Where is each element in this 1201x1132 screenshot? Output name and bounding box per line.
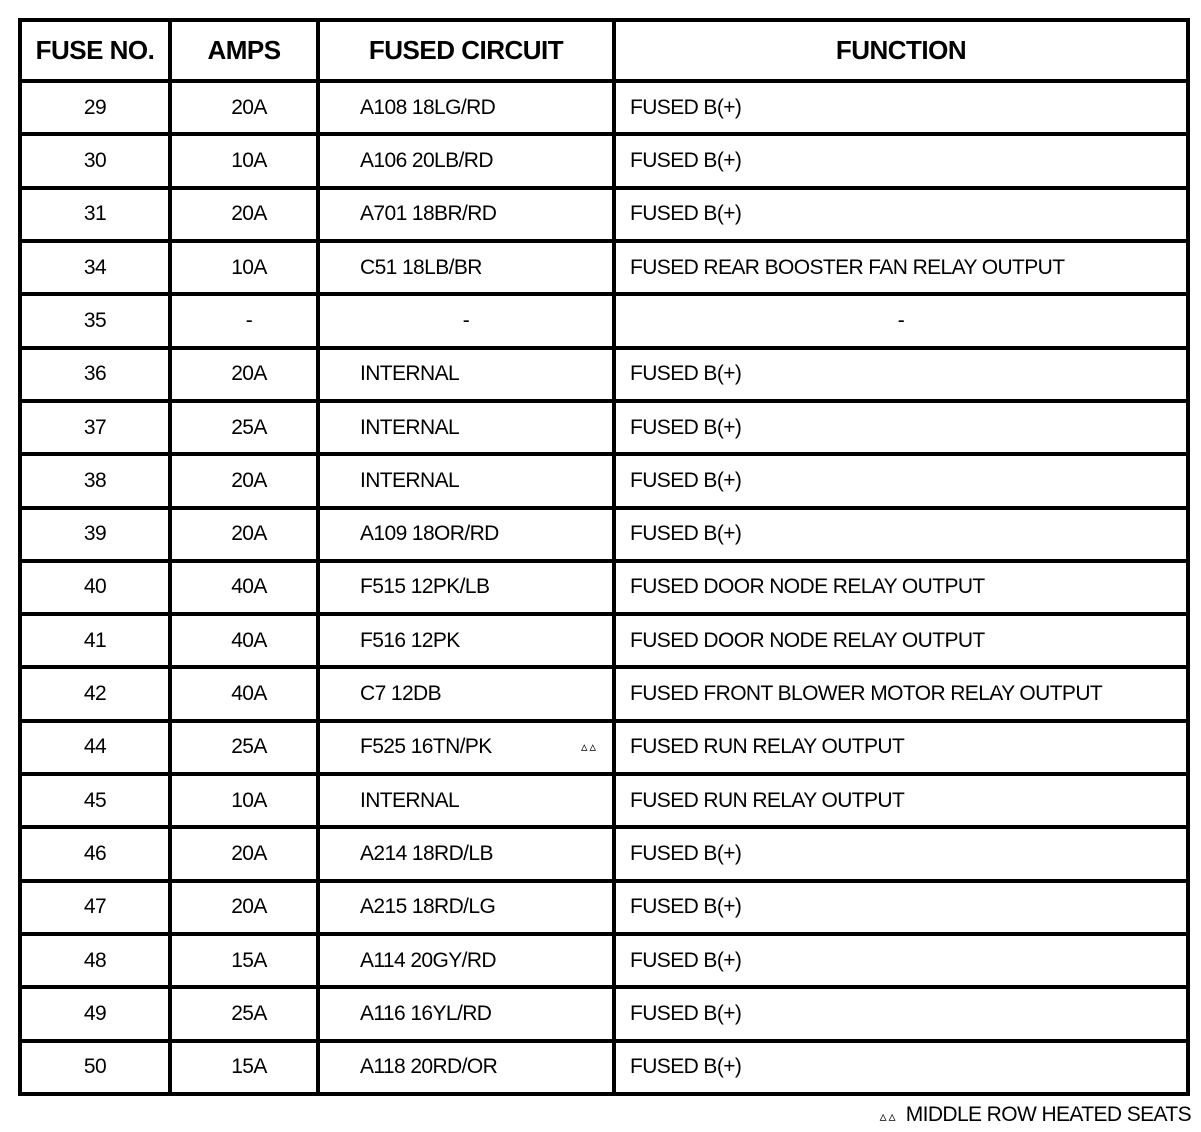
amps-cell: 10A [170, 774, 318, 827]
table-row [20, 241, 1188, 294]
fuse-number-cell: 37 [20, 401, 170, 454]
table-row [20, 827, 1188, 880]
fused-circuit-cell: A118 20RD/OR [318, 1041, 614, 1094]
fused-circuit-cell: F515 12PK/LB [318, 561, 614, 614]
amps-cell: 20A [170, 188, 318, 241]
table-row [20, 987, 1188, 1040]
amps-cell: 40A [170, 561, 318, 614]
triangle-marker-icon: ▵▵ [580, 739, 598, 755]
fused-circuit-cell: A106 20LB/RD [318, 134, 614, 187]
table-row [20, 614, 1188, 667]
function-cell: FUSED B(+) [614, 934, 1188, 987]
amps-cell: 20A [170, 81, 318, 134]
table-row [20, 401, 1188, 454]
function-cell: FUSED DOOR NODE RELAY OUTPUT [614, 561, 1188, 614]
fused-circuit-cell: A214 18RD/LB [318, 827, 614, 880]
amps-cell: 25A [170, 987, 318, 1040]
header-fused-circuit: FUSED CIRCUIT [318, 20, 614, 81]
fused-circuit-cell: A109 18OR/RD [318, 508, 614, 561]
fused-circuit-cell: F516 12PK [318, 614, 614, 667]
fuse-number-cell: 50 [20, 1041, 170, 1094]
function-cell: FUSED B(+) [614, 401, 1188, 454]
fused-circuit-cell: A215 18RD/LG [318, 881, 614, 934]
fused-circuit-cell: INTERNAL [318, 454, 614, 507]
fused-circuit-cell: INTERNAL [318, 774, 614, 827]
function-cell: FUSED RUN RELAY OUTPUT [614, 721, 1188, 774]
header-amps: AMPS [170, 20, 318, 81]
triangle-marker-icon: ▵▵ [879, 1108, 898, 1124]
amps-cell: 15A [170, 1041, 318, 1094]
function-cell: FUSED FRONT BLOWER MOTOR RELAY OUTPUT [614, 667, 1188, 720]
fuse-table [18, 18, 1190, 1096]
table-row [20, 348, 1188, 401]
amps-cell: - [170, 294, 318, 347]
function-cell: FUSED RUN RELAY OUTPUT [614, 774, 1188, 827]
header-function: FUNCTION [614, 20, 1188, 81]
function-cell: FUSED B(+) [614, 454, 1188, 507]
function-cell: FUSED B(+) [614, 827, 1188, 880]
table-row [20, 934, 1188, 987]
function-cell: - [614, 294, 1188, 347]
table-row [20, 1041, 1188, 1094]
fused-circuit-cell [318, 721, 614, 774]
fused-circuit-cell: A701 18BR/RD [318, 188, 614, 241]
fuse-number-cell: 45 [20, 774, 170, 827]
fuse-number-cell: 46 [20, 827, 170, 880]
fuse-number-cell: 39 [20, 508, 170, 561]
fuse-number-cell: 47 [20, 881, 170, 934]
fused-circuit-cell: INTERNAL [318, 348, 614, 401]
table-row [20, 774, 1188, 827]
table-row [20, 294, 1188, 347]
function-cell: FUSED B(+) [614, 81, 1188, 134]
fuse-number-cell: 31 [20, 188, 170, 241]
amps-cell: 10A [170, 241, 318, 294]
fused-circuit-cell: INTERNAL [318, 401, 614, 454]
table-row [20, 721, 1188, 774]
fuse-number-cell: 35 [20, 294, 170, 347]
footnote-text: MIDDLE ROW HEATED SEATS [905, 1103, 1191, 1126]
function-cell: FUSED B(+) [614, 348, 1188, 401]
fuse-number-cell: 36 [20, 348, 170, 401]
fuse-number-cell: 40 [20, 561, 170, 614]
header-row [20, 20, 1188, 81]
function-cell: FUSED REAR BOOSTER FAN RELAY OUTPUT [614, 241, 1188, 294]
fuse-number-cell: 41 [20, 614, 170, 667]
amps-cell: 40A [170, 667, 318, 720]
fused-circuit-cell: A114 20GY/RD [318, 934, 614, 987]
table-row [20, 81, 1188, 134]
amps-cell: 20A [170, 881, 318, 934]
amps-cell: 20A [170, 348, 318, 401]
amps-cell: 20A [170, 827, 318, 880]
table-row [20, 508, 1188, 561]
header-fuse-no: FUSE NO. [20, 20, 170, 81]
amps-cell: 20A [170, 454, 318, 507]
function-cell: FUSED B(+) [614, 1041, 1188, 1094]
table-row [20, 188, 1188, 241]
fuse-number-cell: 38 [20, 454, 170, 507]
fuse-number-cell: 48 [20, 934, 170, 987]
table-row [20, 667, 1188, 720]
table-row [20, 881, 1188, 934]
amps-cell: 25A [170, 721, 318, 774]
function-cell: FUSED B(+) [614, 987, 1188, 1040]
fuse-number-cell: 34 [20, 241, 170, 294]
function-cell: FUSED B(+) [614, 134, 1188, 187]
amps-cell: 10A [170, 134, 318, 187]
table-row [20, 134, 1188, 187]
fused-circuit-cell: - [318, 294, 614, 347]
table-body [20, 81, 1188, 1094]
fused-circuit-text: F525 16TN/PK [360, 735, 492, 759]
function-cell: FUSED B(+) [614, 881, 1188, 934]
fused-circuit-cell: A108 18LG/RD [318, 81, 614, 134]
table-row [20, 454, 1188, 507]
fused-circuit-cell: C51 18LB/BR [318, 241, 614, 294]
fuse-number-cell: 42 [20, 667, 170, 720]
table-row [20, 561, 1188, 614]
amps-cell: 15A [170, 934, 318, 987]
footnote [880, 1103, 1191, 1127]
table-header [20, 20, 1188, 81]
fuse-number-cell: 29 [20, 81, 170, 134]
amps-cell: 25A [170, 401, 318, 454]
amps-cell: 40A [170, 614, 318, 667]
amps-cell: 20A [170, 508, 318, 561]
fuse-number-cell: 49 [20, 987, 170, 1040]
function-cell: FUSED DOOR NODE RELAY OUTPUT [614, 614, 1188, 667]
fuse-number-cell: 30 [20, 134, 170, 187]
fused-circuit-cell: A116 16YL/RD [318, 987, 614, 1040]
function-cell: FUSED B(+) [614, 188, 1188, 241]
fused-circuit-cell: C7 12DB [318, 667, 614, 720]
function-cell: FUSED B(+) [614, 508, 1188, 561]
fuse-number-cell: 44 [20, 721, 170, 774]
